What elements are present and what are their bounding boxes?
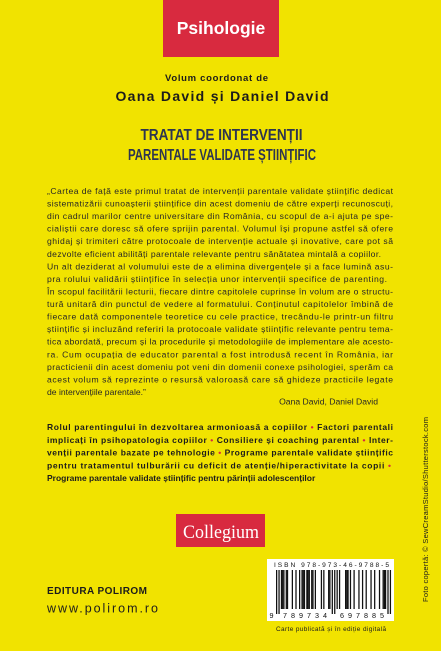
blurb-line: științific și incluzând referiri la protocoale validate științific relevante pentru tema- xyxy=(47,324,394,335)
barcode-bar xyxy=(332,570,333,614)
topic-text: pentru tratamentul tulburării cu deficit de atenție/hiperactivitate la copii xyxy=(47,460,385,471)
topic-text: Consiliere și coaching parental xyxy=(216,434,360,445)
barcode-bar xyxy=(311,570,312,609)
barcode-bar xyxy=(362,570,363,609)
publisher-logo xyxy=(176,514,265,547)
topic-text: Rolul parentingului în dezvoltarea armonioasă a copiilor xyxy=(47,422,308,432)
topic-separator: • xyxy=(388,460,392,471)
barcode-digits-left: 789734 xyxy=(283,611,327,620)
barcode-bar xyxy=(283,570,284,609)
topic-text: Factori parentali xyxy=(317,422,394,432)
barcode-bar xyxy=(282,570,283,609)
barcode-bar xyxy=(350,570,351,609)
title-line: TRATAT DE INTERVENȚII xyxy=(140,127,303,144)
barcode-bar xyxy=(301,570,302,609)
blurb-line: „Cartea de față este primul tratat de intervenții parentale validate științific dedicat xyxy=(47,186,393,196)
publisher-logo-text: Collegium xyxy=(183,522,260,543)
barcode-bar xyxy=(358,570,359,609)
barcode-bar xyxy=(329,570,330,609)
topic-separator: • xyxy=(310,422,314,432)
publisher-website: www.polirom.ro xyxy=(47,601,158,616)
barcode-bar xyxy=(295,570,296,609)
authors: Oana David și Daniel David xyxy=(115,88,329,104)
topics-line xyxy=(47,435,393,445)
blurb-line: din cadrul marilor centre universitare din România, cu scopul de a-i ajuta pe spe- xyxy=(47,211,393,222)
blurb-line: acest volum să reprezinte o resursă valoroasă care să ghideze practicile legate xyxy=(47,374,393,385)
barcode-bar xyxy=(328,570,329,609)
topic-text: Programe parentale validate științific xyxy=(224,447,393,458)
barcode-bar xyxy=(321,570,322,609)
topic-text: implicați în psihopatologia copiilor xyxy=(47,434,207,445)
isbn-label: ISBN 978-973-46-9788-5 xyxy=(274,562,389,569)
blurb-line: pra rolului validării științifice în selecția unor intervenții specifice de parenting. xyxy=(47,273,387,284)
topic-separator: • xyxy=(218,447,222,458)
barcode-digits-right: 697885 xyxy=(340,611,384,620)
barcode-bar xyxy=(307,570,308,609)
barcode-bar xyxy=(278,570,279,614)
barcode-bar xyxy=(384,570,385,609)
blurb-line: de intervențiile parentale.” xyxy=(47,387,146,397)
topics-line xyxy=(47,448,393,458)
barcode-box xyxy=(267,559,394,621)
topics-line xyxy=(47,422,393,432)
barcode-bar xyxy=(387,570,388,614)
topic-text: venții parentale bazate pe tehnologie xyxy=(47,447,215,458)
barcode-bar xyxy=(281,570,282,609)
coordinated-by-label: Volum coordonat de xyxy=(165,73,268,84)
photo-credit: Foto copertă: © SewCreamStudio/Shutterstock.com xyxy=(421,417,430,602)
blurb xyxy=(46,186,394,407)
blurb-line: Un alt deziderat al volumului este de a elimina divergențele și a face lumină asu- xyxy=(47,261,394,272)
barcode-bar xyxy=(337,570,338,609)
barcode-bar xyxy=(379,570,380,609)
topic-text: Programe parentale validate științific pentru părinții adolescenților xyxy=(47,473,316,484)
blurb-line: sistematizării cunoașterii științifice din acest domeniu de către experți recunoscuți, xyxy=(47,198,393,209)
barcode-bar xyxy=(306,570,307,609)
barcode-bar xyxy=(304,570,305,609)
barcode-bar xyxy=(292,570,293,609)
barcode-bar xyxy=(303,570,304,609)
barcode-bar xyxy=(390,570,391,614)
barcode-bar xyxy=(299,570,300,609)
barcode-bar xyxy=(374,570,375,609)
blurb-line: ghidaj și trimiteri către protocoale de intervenție actuale și inovative, care pot să xyxy=(47,236,393,247)
barcode-bar xyxy=(309,570,310,609)
title-line: PARENTALE VALIDATE ȘTIINȚIFIC xyxy=(128,147,317,164)
barcode-bar xyxy=(312,570,313,609)
blurb-line: tica abordată, precum și la procedurile și metodologiile de implementare ale acesto- xyxy=(47,336,394,347)
blurb-line: cialiștii care doresc să ofere sprijin parental. Volumul își propune astfel să ofere xyxy=(47,223,393,234)
barcode-bar xyxy=(347,570,348,609)
blurb-signature: Oana David, Daniel David xyxy=(279,396,378,407)
barcode-bar xyxy=(323,570,324,609)
digital-edition-note: Carte publicată și în ediție digitală xyxy=(276,626,386,633)
series-label-box xyxy=(163,0,279,57)
series-label: Psihologie xyxy=(176,18,266,38)
topics-line xyxy=(47,473,316,483)
blurb-line: ra. Cum ocupația de educator parental a fost introdusă recent în România, iar xyxy=(47,349,394,360)
barcode-bar xyxy=(334,570,335,614)
barcode-bar xyxy=(287,570,288,609)
topics-line xyxy=(47,460,391,470)
barcode-bar xyxy=(366,570,367,609)
topic-text: Inter- xyxy=(368,434,393,445)
blurb-line: tură unitară din punctul de vedere al formatului. Conținutul capitolelor îmbină de xyxy=(47,299,394,309)
barcode-bar xyxy=(276,570,277,614)
barcode-bar xyxy=(370,570,371,609)
topic-separator: • xyxy=(362,434,366,445)
barcode-bar xyxy=(286,570,287,609)
barcode-bar xyxy=(339,570,340,609)
barcode-bar xyxy=(383,570,384,609)
blurb-line: dezvolte eficient abilități parentale relevante pentru sănătatea mintală a copiilor. xyxy=(47,248,381,259)
barcode-bar xyxy=(345,570,346,609)
blurb-line: practicienii din acest domeniu pot veni din domenii conexe psihologiei, sperăm ca xyxy=(47,361,393,372)
blurb-line: fiecare dată componentele teoretice cu cele practice, trecându-le printr-un filtru xyxy=(47,311,393,322)
topic-separator: • xyxy=(210,434,214,445)
barcode-bar xyxy=(385,570,386,609)
barcode-digit-first: 9 xyxy=(269,611,274,620)
barcode-bar xyxy=(315,570,316,609)
publisher-name: EDITURA POLIROM xyxy=(47,586,147,597)
barcode-bar xyxy=(346,570,347,609)
barcode-bar xyxy=(353,570,354,609)
blurb-line: În scopul facilitării lecturii, fiecare dintre capitolele cuprinse în volum are o structu- xyxy=(47,286,394,297)
